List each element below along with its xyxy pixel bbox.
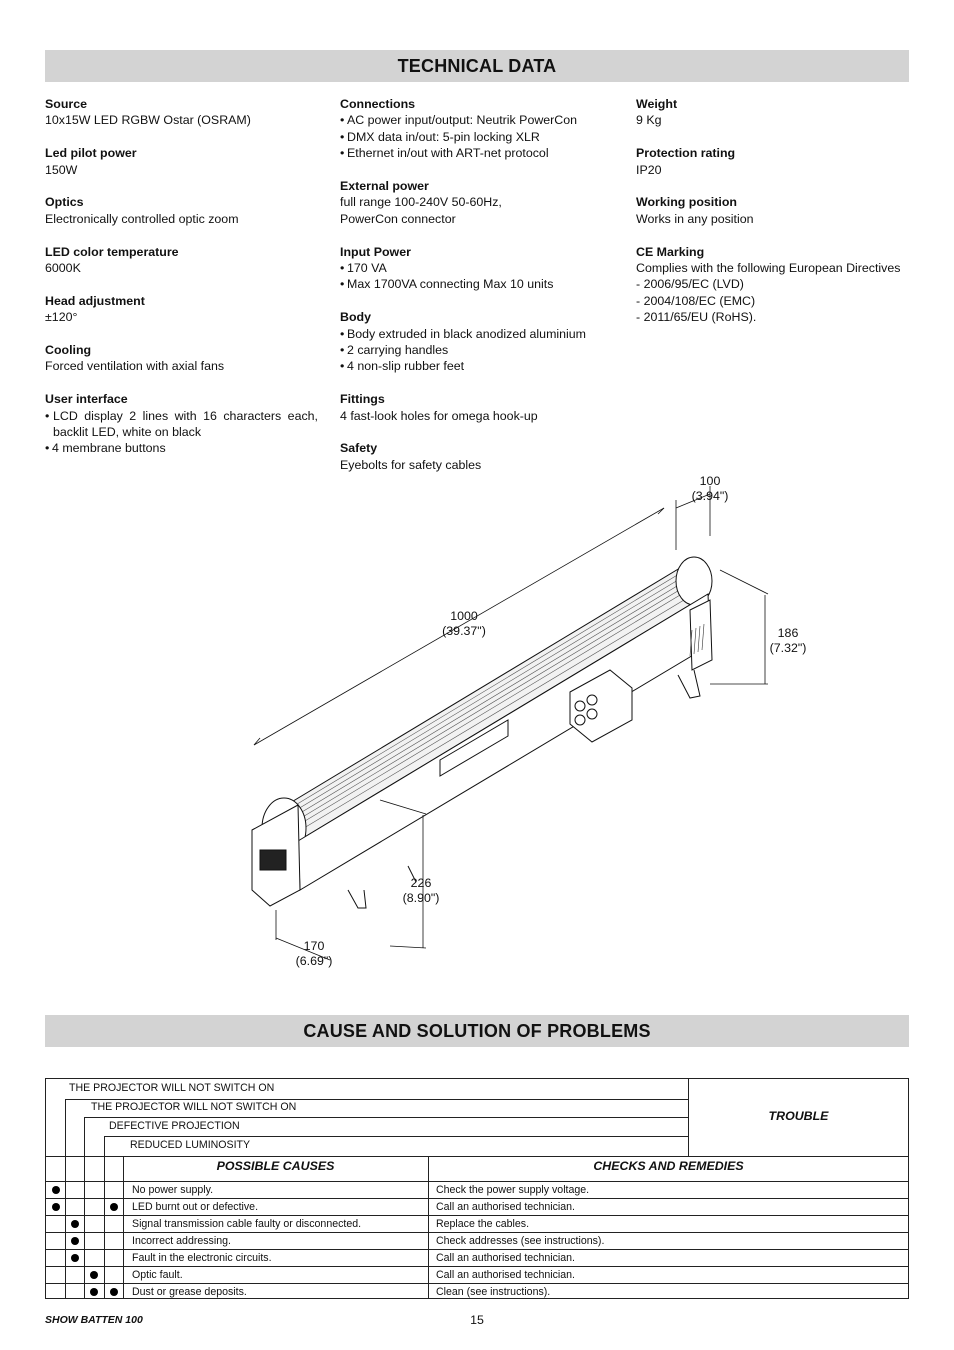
spec-item: [636, 194, 909, 227]
remedies-header: CHECKS AND REMEDIES: [593, 1159, 744, 1173]
spec-bullet: • Body extruded in black anodized aluminium: [340, 326, 610, 342]
spec-item: [636, 244, 909, 326]
remedy-cell: Check addresses (see instructions).: [436, 1235, 605, 1247]
spec-bullet: • 4 non-slip rubber feet: [340, 358, 610, 374]
trouble-marker: [90, 1271, 98, 1279]
spec-bullet: • 4 membrane buttons: [45, 440, 318, 456]
spec-heading: Connections: [340, 97, 416, 111]
cause-cell: Fault in the electronic circuits.: [132, 1252, 272, 1264]
spec-heading: Head adjustment: [45, 293, 145, 308]
spec-item: [636, 145, 909, 178]
spec-heading: Weight: [636, 97, 678, 111]
spec-item: [45, 145, 318, 178]
spec-item: [340, 391, 610, 424]
cause-cell: Optic fault.: [132, 1269, 183, 1281]
spec-value: 10x15W LED RGBW Ostar (OSRAM): [45, 113, 251, 128]
spec-heading: Source: [45, 97, 88, 111]
cause-cell: Dust or grease deposits.: [132, 1286, 247, 1298]
trouble-3-label: DEFECTIVE PROJECTION: [109, 1120, 240, 1132]
spec-item: [636, 96, 909, 129]
problems-title: CAUSE AND SOLUTION OF PROBLEMS: [45, 1015, 909, 1047]
spec-value: IP20: [636, 162, 662, 177]
spec-item: [45, 244, 318, 277]
spec-heading: Input Power: [340, 244, 411, 259]
spec-value: 4 fast-look holes for omega hook-up: [340, 408, 538, 423]
spec-value: Complies with the following European Directives - 2006/95/EC (LVD) - 2004/108/EC (EMC) - 2011/65/EU (RoHS).: [636, 261, 901, 325]
spec-item: [45, 194, 318, 227]
trouble-marker: [71, 1220, 79, 1228]
spec-value: 9 Kg: [636, 113, 662, 128]
spec-bullet: • AC power input/output: Neutrik PowerCon: [340, 112, 610, 128]
front-badge: [260, 850, 286, 870]
spec-item: [340, 309, 610, 375]
spec-item: [45, 293, 318, 326]
spec-heading: Working position: [636, 195, 737, 210]
spec-heading: Safety: [340, 441, 378, 456]
spec-bullet: • Ethernet in/out with ART-net protocol: [340, 145, 610, 161]
dimension-length: 1000 (39.37"): [442, 609, 486, 638]
spec-value: Forced ventilation with axial fans: [45, 359, 225, 374]
trouble-marker: [52, 1203, 60, 1211]
dimension-depth: 100 (3.94"): [691, 474, 729, 503]
spec-column-3: [636, 96, 909, 342]
troubleshooting-table: [45, 1078, 909, 1299]
remedy-cell: Call an authorised technician.: [436, 1269, 575, 1281]
spec-heading: Body: [340, 310, 371, 325]
cause-cell: LED burnt out or defective.: [132, 1201, 259, 1213]
spec-heading: User interface: [45, 392, 128, 407]
trouble-1-label: THE PROJECTOR WILL NOT SWITCH ON: [69, 1082, 275, 1094]
dimension-width: 170 (6.69"): [295, 939, 333, 968]
rear-bracket: [690, 600, 712, 670]
trouble-marker: [71, 1254, 79, 1262]
dimension-height: 186 (7.32"): [769, 626, 807, 655]
spec-item: [45, 342, 318, 375]
trouble-marker: [110, 1288, 118, 1296]
cause-cell: Signal transmission cable faulty or disconnected.: [132, 1218, 362, 1230]
spec-item: [340, 178, 610, 227]
spec-item: [340, 96, 610, 162]
trouble-marker: [110, 1203, 118, 1211]
spec-heading: Fittings: [340, 392, 385, 407]
spec-value: full range 100-240V 50-60Hz, PowerCon connector: [340, 195, 502, 226]
trouble-marker: [52, 1186, 60, 1194]
spec-bullet: • Max 1700VA connecting Max 10 units: [340, 276, 610, 292]
spec-bullet: • LCD display 2 lines with 16 characters each, backlit LED, white on black: [45, 408, 318, 441]
spec-value: Works in any position: [636, 211, 754, 226]
spec-item: [45, 391, 318, 457]
remedy-cell: Check the power supply voltage.: [436, 1184, 590, 1196]
spec-bullet: • 2 carrying handles: [340, 342, 610, 358]
spec-item: [340, 440, 610, 473]
spec-value: Electronically controlled optic zoom: [45, 211, 239, 226]
spec-heading: Cooling: [45, 343, 92, 358]
trouble-marker: [90, 1288, 98, 1296]
spec-item: [45, 96, 318, 129]
spec-heading: Protection rating: [636, 146, 736, 161]
remedy-cell: Clean (see instructions).: [436, 1286, 551, 1298]
spec-value: 6000K: [45, 261, 81, 276]
spec-value: Eyebolts for safety cables: [340, 457, 482, 472]
spec-heading: CE Marking: [636, 244, 705, 259]
remedy-cell: Call an authorised technician.: [436, 1201, 575, 1213]
show-batten-drawing: [240, 470, 820, 980]
spec-heading: Led pilot power: [45, 146, 137, 161]
spec-heading: Optics: [45, 195, 84, 210]
spec-heading: External power: [340, 179, 429, 194]
trouble-2-label: THE PROJECTOR WILL NOT SWITCH ON: [91, 1101, 297, 1113]
technical-data-title: TECHNICAL DATA: [45, 50, 909, 82]
remedy-cell: Call an authorised technician.: [436, 1252, 575, 1264]
page-number: 15: [470, 1313, 484, 1327]
spec-value: 150W: [45, 162, 78, 177]
spec-heading: LED color temperature: [45, 244, 179, 259]
spec-value: ±120°: [45, 310, 78, 325]
trouble-marker: [71, 1237, 79, 1245]
spec-bullet: • DMX data in/out: 5-pin locking XLR: [340, 129, 610, 145]
spec-column-1: [45, 96, 318, 473]
spec-bullet: • 170 VA: [340, 260, 610, 276]
dimension-body-height: 226 (8.90"): [402, 876, 440, 905]
trouble-4-label: REDUCED LUMINOSITY: [130, 1139, 251, 1151]
remedy-cell: Replace the cables.: [436, 1218, 530, 1230]
spec-item: [340, 244, 610, 293]
trouble-header: TROUBLE: [768, 1109, 829, 1123]
cause-cell: No power supply.: [132, 1184, 214, 1196]
possible-causes-header: POSSIBLE CAUSES: [216, 1159, 335, 1173]
product-name: SHOW BATTEN 100: [45, 1314, 143, 1326]
spec-column-2: [340, 96, 610, 490]
cause-cell: Incorrect addressing.: [132, 1235, 231, 1247]
